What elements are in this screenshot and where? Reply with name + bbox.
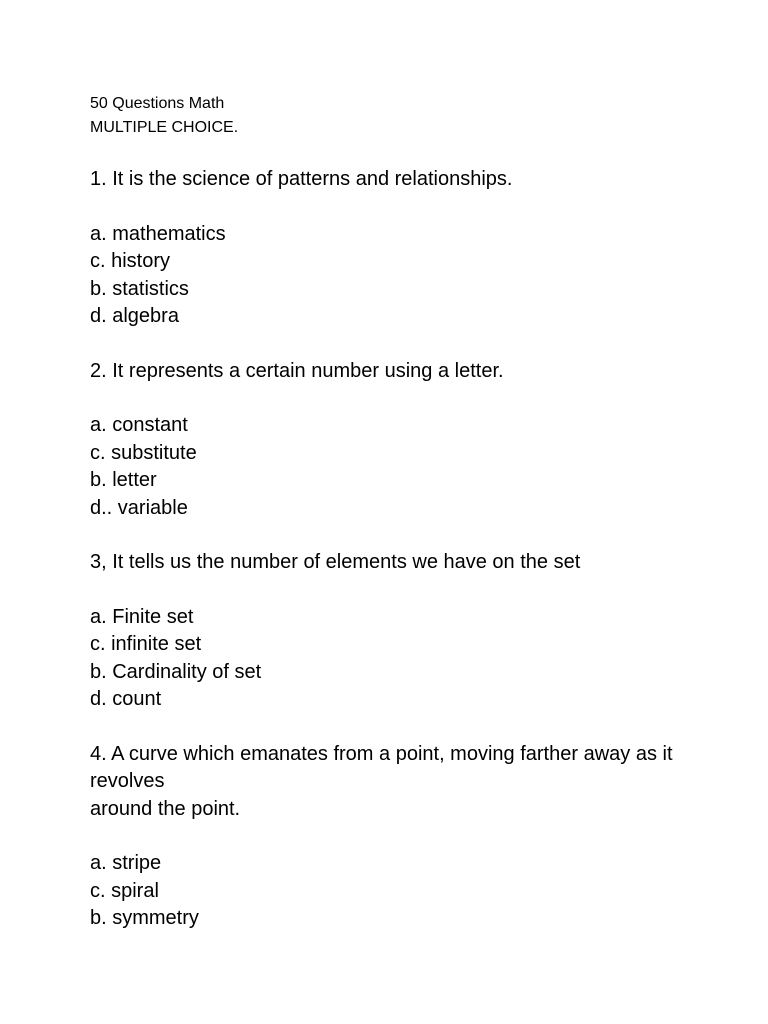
options-list	[90, 850, 710, 933]
option-a: a. stripe	[90, 852, 162, 874]
option-b: b. symmetry	[90, 907, 199, 929]
option-a: a. mathematics	[90, 222, 226, 245]
options-list	[90, 221, 710, 331]
option-d: d.. variable	[90, 496, 188, 519]
options-list	[90, 412, 710, 522]
question-2	[90, 358, 710, 523]
question-3	[90, 549, 710, 714]
question-text-line-2: revolves	[90, 770, 165, 792]
option-c: c. infinite set	[90, 633, 202, 655]
question-text-line-3: around the point.	[90, 797, 241, 820]
document-subtitle: MULTIPLE CHOICE.	[90, 119, 239, 136]
question-1	[90, 166, 710, 331]
document-page	[90, 92, 710, 933]
option-c: c. history	[90, 250, 171, 272]
option-a: a. Finite set	[90, 605, 194, 628]
option-d: d. algebra	[90, 305, 179, 327]
question-text-line-1: 4. A curve which emanates from a point, moving farther away as it	[90, 742, 673, 765]
option-b: b. Cardinality of set	[90, 660, 262, 683]
option-c: c. spiral	[90, 879, 159, 902]
question-text: 1. It is the science of patterns and relationships.	[90, 168, 513, 190]
question-text: 3, It tells us the number of elements we have on the set	[90, 551, 581, 573]
document-title: 50 Questions Math	[90, 95, 225, 112]
question-text: 2. It represents a certain number using a letter.	[90, 359, 504, 382]
option-b: b. letter	[90, 469, 157, 491]
option-a: a. constant	[90, 414, 188, 436]
option-d: d. count	[90, 688, 162, 710]
option-c: c. substitute	[90, 441, 197, 464]
options-list	[90, 604, 710, 714]
question-4	[90, 741, 710, 933]
option-b: b. statistics	[90, 277, 189, 300]
